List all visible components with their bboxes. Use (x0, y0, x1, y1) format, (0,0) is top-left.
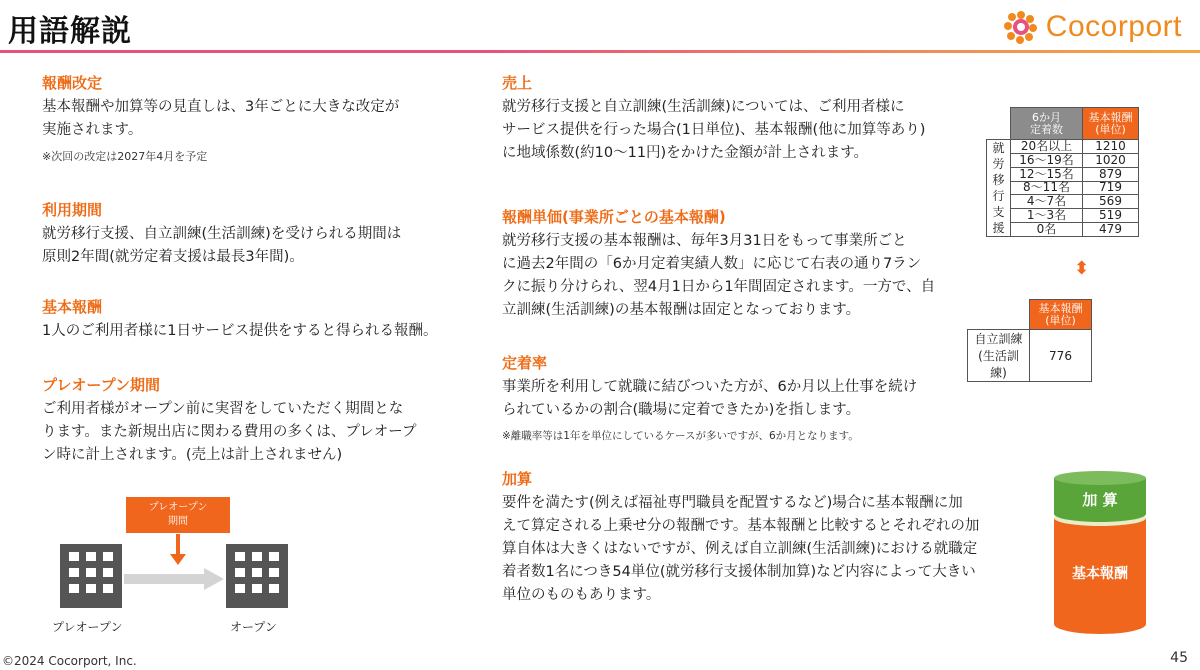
cell-label: 自立訓練(生活訓練) (968, 330, 1030, 382)
cell-count: 20名以上 (1011, 140, 1083, 154)
text-line: 就労移行支援の基本報酬は、毎年3月31日をもって事業所ごと (502, 233, 907, 249)
heading-addition: 加算 (502, 470, 533, 488)
text-line: 基本報酬や加算等の見直しは、3年ごとに大きな改定が (42, 99, 400, 115)
text-period (42, 223, 401, 269)
copyright: ©2024 Cocorport, Inc. (2, 654, 137, 668)
text-addition (502, 492, 979, 607)
building-icon (56, 540, 126, 610)
text-line: 着者数1名につき54単位(就労移行支援体制加算)など内容によって大きい (502, 564, 976, 580)
cell-count: 8～11名 (1011, 181, 1083, 195)
header-basic-reward (1083, 108, 1139, 140)
page-title: 用語解説 (8, 14, 132, 49)
label-open: オープン (230, 620, 277, 634)
text-line: 実施されます。 (42, 122, 143, 138)
text-line: 原則2年間(就労定着支援は最長3年間)。 (42, 249, 304, 265)
logo-text: Cocorport (1045, 10, 1182, 43)
text-revision (42, 96, 399, 142)
cell-count: 4～7名 (1011, 195, 1083, 209)
side-char: 移 (992, 173, 1005, 187)
reward-table-employment (986, 107, 1139, 237)
header-basic-reward (1030, 300, 1092, 330)
side-char: 就 (992, 141, 1005, 155)
cell-count: 1～3名 (1011, 209, 1083, 223)
header-text: 6か月 (1032, 110, 1061, 124)
text-line: ン時に計上されます。(売上は計上されません) (42, 447, 343, 463)
text-line: 立訓練(生活訓練)の基本報酬は固定となっております。 (502, 302, 861, 318)
box-label: 期間 (168, 516, 188, 527)
right-arrow-icon (124, 568, 224, 590)
heading-basic: 基本報酬 (42, 298, 103, 316)
heading-retention: 定着率 (502, 354, 548, 372)
heading-period: 利用期間 (42, 201, 103, 219)
text-basic (42, 320, 437, 343)
header-text: 定着数 (1030, 122, 1063, 136)
text-line: 単位のものもあります。 (502, 587, 661, 603)
cell-units: 1020 (1083, 153, 1139, 167)
text-retention (502, 376, 917, 422)
text-line: えて算定される上乗せ分の報酬です。基本報酬と比較するとそれぞれの加 (502, 518, 980, 534)
table-corner (968, 300, 1030, 330)
text-unit-price (502, 230, 964, 322)
label-preopen: プレオープン (52, 620, 123, 634)
cell-units: 479 (1083, 223, 1139, 237)
cocorport-logo-icon (1004, 10, 1038, 44)
heading-sales: 売上 (502, 74, 533, 92)
header-text: 基本報酬 (1038, 301, 1083, 315)
text-line: サービス提供を行った場合(1日単位)、基本報酬(他に加算等あり) (502, 122, 926, 138)
cylinder-top (1054, 471, 1146, 485)
table-row (987, 140, 1139, 154)
note-revision: ※次回の改定は2027年4月を予定 (42, 150, 208, 163)
cylinder-base (1054, 614, 1146, 634)
side-char: 援 (992, 221, 1005, 235)
header-text: (単位) (1045, 313, 1076, 327)
text-line: ご利用者様がオープン前に実習をしていただく期間とな (42, 401, 404, 417)
cell-units: 569 (1083, 195, 1139, 209)
text-line: に地域係数(約10～11円)をかけた金額が計上されます。 (502, 145, 869, 161)
header-text: (単位) (1095, 122, 1126, 136)
side-char: 行 (992, 189, 1005, 203)
page-number: 45 (1170, 650, 1188, 666)
cell-count: 0名 (1011, 223, 1083, 237)
reward-cylinder-diagram (1052, 470, 1148, 636)
text-line: 1人のご利用者様に1日サービス提供をすると得られる報酬。 (42, 323, 438, 339)
cell-units: 879 (1083, 167, 1139, 181)
side-char: 労 (992, 157, 1005, 171)
heading-revision: 報酬改定 (42, 74, 103, 92)
text-preopen (42, 398, 417, 467)
text-line: ります。また新規出店に関わる費用の多くは、プレオープ (42, 424, 417, 440)
side-label-employment (987, 140, 1011, 237)
text-line: に過去2年間の「6か月定着実績人数」に応じて右表の通り7ラン (502, 256, 922, 272)
header-text: 基本報酬 (1088, 110, 1133, 124)
text-line: 就労移行支援、自立訓練(生活訓練)を受けられる期間は (42, 226, 402, 242)
cell-units: 519 (1083, 209, 1139, 223)
basic-reward-label: 基本報酬 (1072, 566, 1128, 582)
text-sales (502, 96, 925, 165)
preopen-period-box (126, 497, 230, 533)
reward-table-life-training (967, 299, 1092, 382)
heading-unit-price: 報酬単価(事業所ごとの基本報酬) (502, 208, 726, 226)
down-arrow-icon (168, 534, 188, 566)
company-logo (1004, 10, 1182, 44)
cell-count: 12～15名 (1011, 167, 1083, 181)
text-line: クに振り分けられ、翌4月1日から1年間固定されます。一方で、自 (502, 279, 936, 295)
cell-count: 16～19名 (1011, 153, 1083, 167)
table-header-row (968, 300, 1092, 330)
cell-units: 1210 (1083, 140, 1139, 154)
table-corner (987, 108, 1011, 140)
heading-preopen: プレオープン期間 (42, 376, 161, 394)
box-label: プレオープン (148, 502, 208, 513)
header-retention-count (1011, 108, 1083, 140)
addition-label: 加 算 (1082, 491, 1118, 509)
text-line: 就労移行支援と自立訓練(生活訓練)については、ご利用者様に (502, 99, 905, 115)
table-row (968, 330, 1092, 382)
text-line: 要件を満たす(例えば福祉専門職員を配置するなど)場合に基本報酬に加 (502, 495, 963, 511)
text-line: 事業所を利用して就職に結びついた方が、6か月以上仕事を続け (502, 379, 918, 395)
cell-units: 719 (1083, 181, 1139, 195)
text-line: られているかの割合(職場に定着できたか)を指します。 (502, 402, 861, 418)
building-icon (222, 540, 292, 610)
text-line: 算自体は大きくはないですが、例えば自立訓練(生活訓練)における就職定 (502, 541, 978, 557)
title-divider (0, 50, 1200, 53)
side-char: 支 (992, 205, 1005, 219)
cell-units: 776 (1030, 330, 1092, 382)
note-retention: ※離職率等は1年を単位にしているケースが多いですが、6か月となります。 (502, 430, 859, 442)
up-down-arrow-icon: ⬍ (1074, 258, 1090, 279)
table-header-row (987, 108, 1139, 140)
